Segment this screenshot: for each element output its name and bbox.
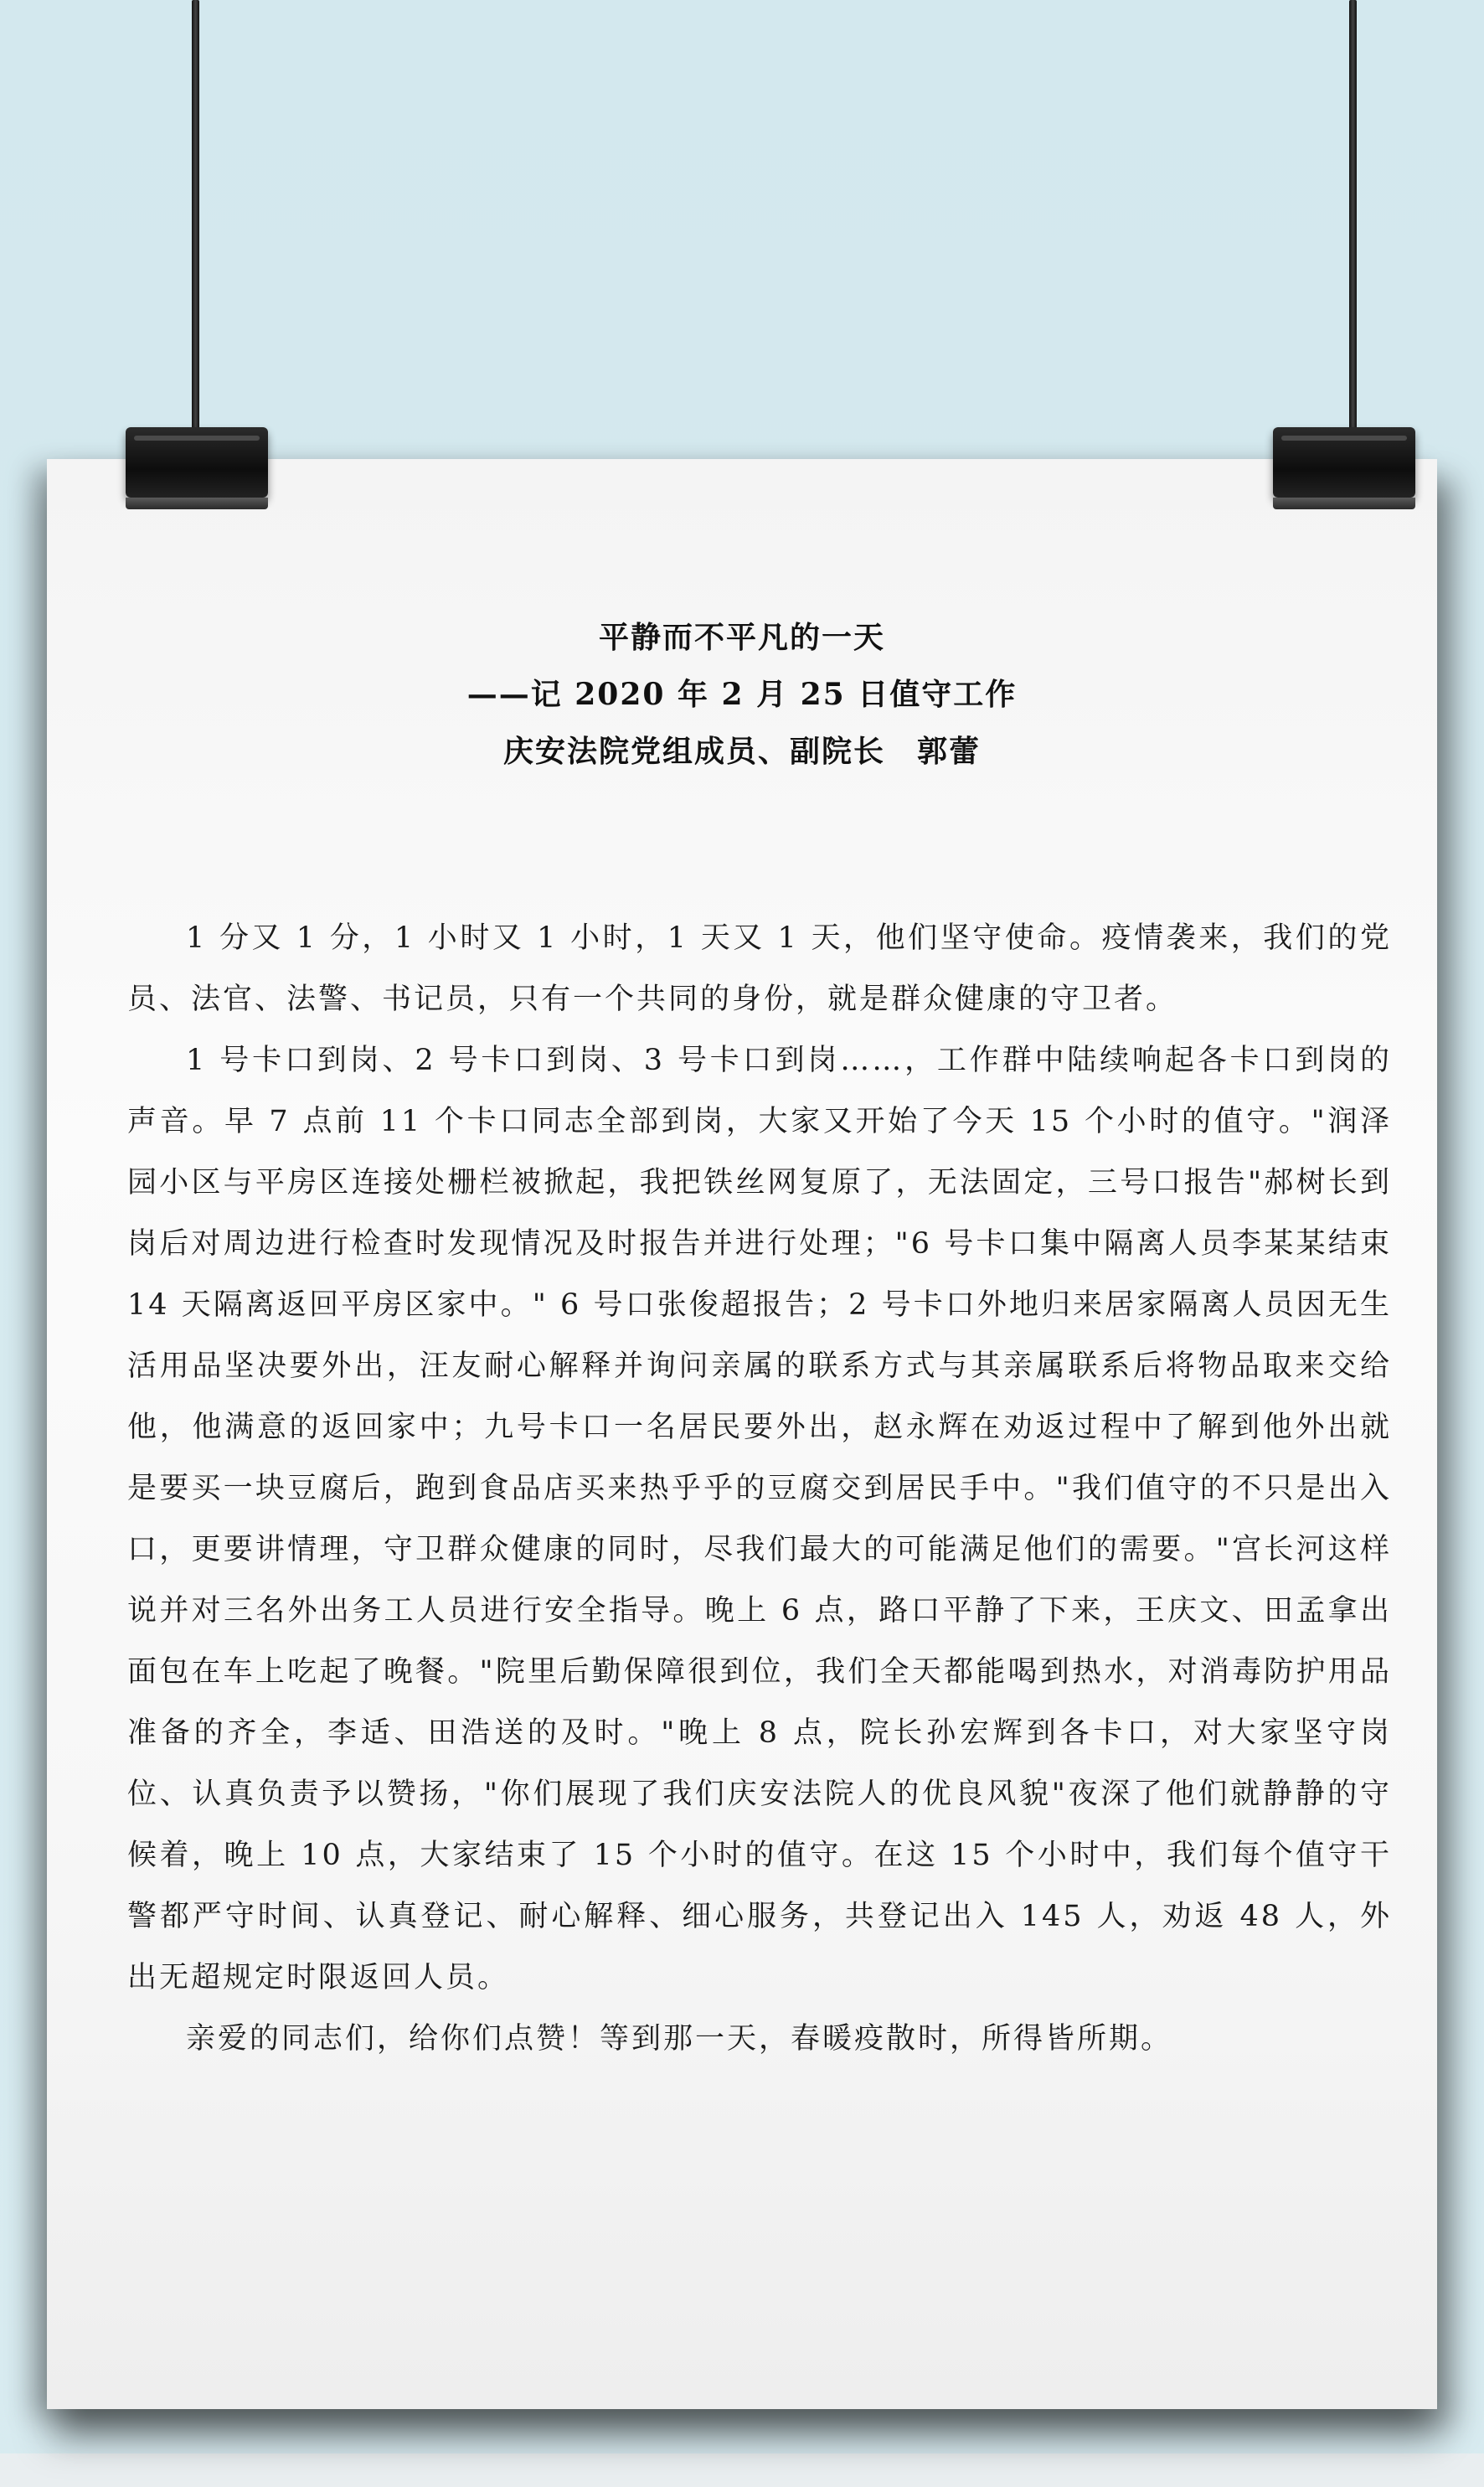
paragraph-3: 亲爱的同志们，给你们点赞！等到那一天，春暖疫散时，所得皆所期。 bbox=[186, 2022, 1173, 2056]
article-title: 平静而不平凡的一天 bbox=[598, 620, 885, 655]
article-subtitle: ——记 2020 年 2 月 25 日值守工作 bbox=[466, 677, 1018, 712]
poster-sheet bbox=[47, 459, 1437, 2409]
binder-clip-left bbox=[126, 427, 268, 498]
floor-strip bbox=[0, 2453, 1484, 2487]
hanging-wire-left bbox=[192, 0, 199, 436]
article-author: 庆安法院党组成员、副院长 郭蕾 bbox=[502, 734, 981, 769]
paragraph-2: 1 号卡口到岗、2 号卡口到岗、3 号卡口到岗……，工作群中陆续响起各卡口到岗的声音。早 7 点前 11 个卡口同志全部到岗，大家又开始了今天 15 个小时的值守。"润泽园小区与平房区连接处栅栏被掀起，我把铁丝网复原了，无法固定，三号口报告"郝树长到岗后对周边进行检查时发现情况及时报告并进行处理；"6 号卡口集中隔离人员李某某结束 14 天隔离返回平房区家中。" 6 号口张俊超报告；2 号卡口外地归来居家隔离人员因无生活用品坚决要外出，汪友耐心解释并询问亲属的联系方式与其亲属联系后将物品取来交给他，他满意的返回家中；九号卡口一名居民要外出，赵永辉在劝返过程中了解到他外出就是要买一块豆腐后，跑到食品店买来热乎乎的豆腐交到居民手中。"我们值守的不只是出入口，更要讲情理，守卫群众健康的同时，尽我们最大的可能满足他们的需要。"宫长河这样说并对三名外出务工人员进行安全指导。晚上 6 点，路口平静了下来，王庆文、田孟拿出面包在车上吃起了晚餐。"院里后勤保障很到位，我们全天都能喝到热水，对消毒防护用品准备的齐全，李适、田浩送的及时。"晚上 8 点，院长孙宏辉到各卡口，对大家坚守岗位、认真负责予以赞扬，"你们展现了我们庆安法院人的优良风貌"夜深了他们就静静的守候着，晚上 10 点，大家结束了 15 个小时的值守。在这 15 个小时中，我们每个值守干警都严守时间、认真登记、耐心解释、细心服务，共登记出入 145 人，劝返 48 人，外出无超规定时限返回人员。 bbox=[127, 1044, 1392, 1994]
poster-content bbox=[47, 459, 1437, 2409]
article-body bbox=[127, 908, 1392, 2070]
binder-clip-right bbox=[1273, 427, 1415, 498]
paragraph-1: 1 分又 1 分，1 小时又 1 小时，1 天又 1 天，他们坚守使命。疫情袭来，我们的党员、法官、法警、书记员，只有一个共同的身份，就是群众健康的守卫者。 bbox=[127, 921, 1392, 1016]
hanging-wire-right bbox=[1349, 0, 1357, 436]
